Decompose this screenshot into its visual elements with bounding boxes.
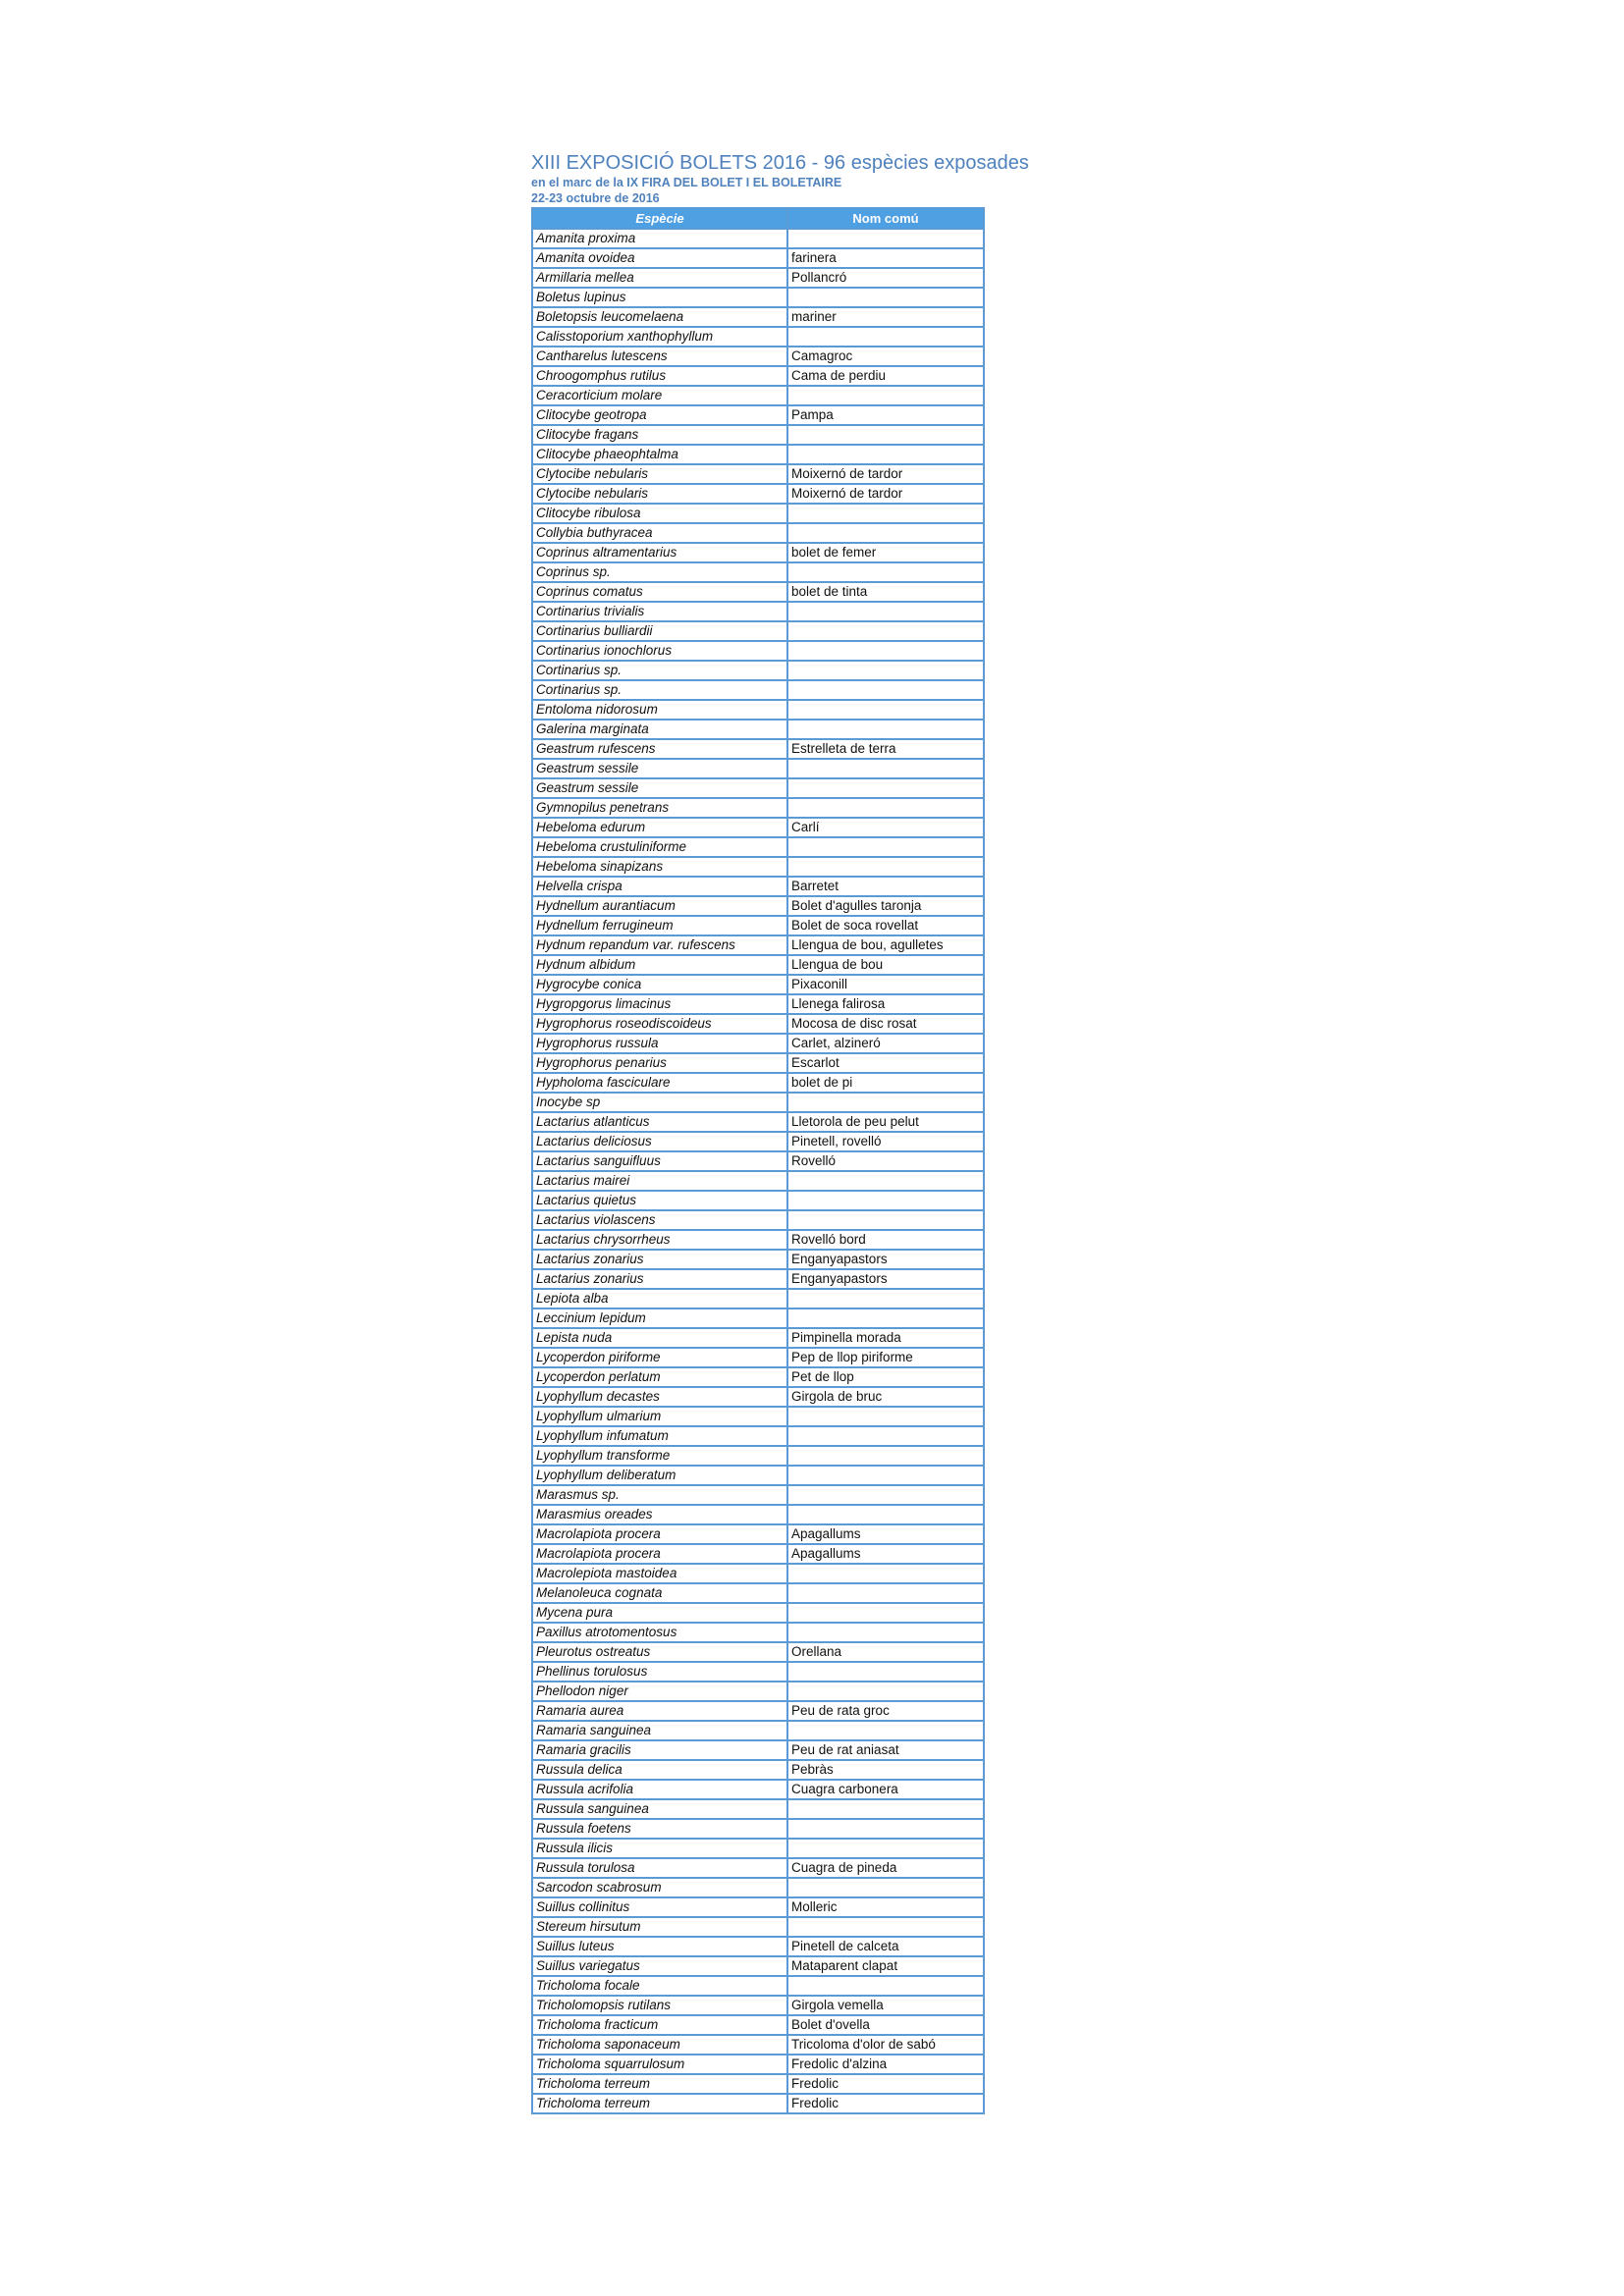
table-row xyxy=(532,818,984,837)
species-cell: Ramaria gracilis xyxy=(532,1740,787,1760)
species-cell: Cortinarius trivialis xyxy=(532,602,787,621)
common-name-cell: Cama de perdiu xyxy=(787,366,984,386)
common-name-cell: Pampa xyxy=(787,405,984,425)
common-name-cell: Apagallums xyxy=(787,1544,984,1564)
table-row xyxy=(532,1250,984,1269)
table-row xyxy=(532,1230,984,1250)
common-name-cell xyxy=(787,288,984,307)
table-row xyxy=(532,1446,984,1466)
species-cell: Lactarius atlanticus xyxy=(532,1112,787,1132)
table-row xyxy=(532,1721,984,1740)
common-name-cell: mariner xyxy=(787,307,984,327)
species-cell: Collybia buthyracea xyxy=(532,523,787,543)
species-cell: Clytocibe nebularis xyxy=(532,464,787,484)
species-cell: Marasmus sp. xyxy=(532,1485,787,1505)
species-cell: Macrolapiota procera xyxy=(532,1524,787,1544)
table-row xyxy=(532,1093,984,1112)
species-cell: Russula sanguinea xyxy=(532,1799,787,1819)
table-row xyxy=(532,1740,984,1760)
species-cell: Helvella crispa xyxy=(532,877,787,896)
common-name-cell: bolet de femer xyxy=(787,543,984,562)
species-cell: Lyophyllum deliberatum xyxy=(532,1466,787,1485)
table-row xyxy=(532,857,984,877)
table-row xyxy=(532,896,984,916)
common-name-cell xyxy=(787,1308,984,1328)
species-cell: Lycoperdon perlatum xyxy=(532,1367,787,1387)
species-cell: Geastrum rufescens xyxy=(532,739,787,759)
table-row xyxy=(532,1308,984,1328)
common-name-cell: Cuagra de pineda xyxy=(787,1858,984,1878)
common-name-cell: Pollancró xyxy=(787,268,984,288)
common-name-cell xyxy=(787,1623,984,1642)
table-row xyxy=(532,1269,984,1289)
common-name-cell: Orellana xyxy=(787,1642,984,1662)
species-cell: Lyophyllum transforme xyxy=(532,1446,787,1466)
common-name-cell: Lletorola de peu pelut xyxy=(787,1112,984,1132)
species-cell: Suillus luteus xyxy=(532,1937,787,1956)
common-name-cell xyxy=(787,1210,984,1230)
table-row xyxy=(532,759,984,778)
table-row xyxy=(532,955,984,975)
table-row xyxy=(532,405,984,425)
table-row xyxy=(532,602,984,621)
species-cell: Marasmius oreades xyxy=(532,1505,787,1524)
species-cell: Pleurotus ostreatus xyxy=(532,1642,787,1662)
table-row xyxy=(532,1956,984,1976)
table-row xyxy=(532,1171,984,1191)
table-row xyxy=(532,1348,984,1367)
document-title: XIII EXPOSICIÓ BOLETS 2016 - 96 espècies exposades xyxy=(531,152,1029,174)
common-name-cell xyxy=(787,523,984,543)
common-name-cell: Carlet, alzineró xyxy=(787,1034,984,1053)
column-header-common-name: Nom comú xyxy=(787,208,984,229)
species-cell: Geastrum sessile xyxy=(532,759,787,778)
table-row xyxy=(532,1132,984,1151)
species-cell: Hebeloma edurum xyxy=(532,818,787,837)
table-row xyxy=(532,994,984,1014)
table-row xyxy=(532,1839,984,1858)
common-name-cell: Llengua de bou, agulletes xyxy=(787,935,984,955)
common-name-cell xyxy=(787,1191,984,1210)
table-row xyxy=(532,1623,984,1642)
species-cell: Inocybe sp xyxy=(532,1093,787,1112)
table-row xyxy=(532,1466,984,1485)
species-cell: Clytocibe nebularis xyxy=(532,484,787,504)
common-name-cell xyxy=(787,1505,984,1524)
species-cell: Hydnum albidum xyxy=(532,955,787,975)
common-name-cell xyxy=(787,504,984,523)
common-name-cell xyxy=(787,602,984,621)
common-name-cell: Camagroc xyxy=(787,347,984,366)
table-row xyxy=(532,307,984,327)
species-cell: Phellinus torulosus xyxy=(532,1662,787,1682)
document xyxy=(531,151,1029,2114)
table-row xyxy=(532,778,984,798)
table-row xyxy=(532,798,984,818)
species-cell: Lyophyllum infumatum xyxy=(532,1426,787,1446)
table-row xyxy=(532,1485,984,1505)
column-header-species: Espècie xyxy=(532,208,787,229)
common-name-cell xyxy=(787,1819,984,1839)
common-name-cell xyxy=(787,641,984,661)
table-row xyxy=(532,700,984,720)
common-name-cell xyxy=(787,798,984,818)
table-row xyxy=(532,1682,984,1701)
species-cell: Geastrum sessile xyxy=(532,778,787,798)
species-cell: Calisstoporium xanthophyllum xyxy=(532,327,787,347)
species-cell: Tricholoma fracticum xyxy=(532,2015,787,2035)
species-cell: Lactarius zonarius xyxy=(532,1269,787,1289)
common-name-cell: Bolet de soca rovellat xyxy=(787,916,984,935)
common-name-cell: bolet de tinta xyxy=(787,582,984,602)
table-row xyxy=(532,1524,984,1544)
species-cell: Hygrophorus roseodiscoideus xyxy=(532,1014,787,1034)
table-row xyxy=(532,1662,984,1682)
common-name-cell: Mataparent clapat xyxy=(787,1956,984,1976)
species-cell: Chroogomphus rutilus xyxy=(532,366,787,386)
species-cell: Ramaria sanguinea xyxy=(532,1721,787,1740)
table-row xyxy=(532,1210,984,1230)
species-table xyxy=(531,207,985,2114)
species-cell: Hydnellum ferrugineum xyxy=(532,916,787,935)
species-cell: Clitocybe geotropa xyxy=(532,405,787,425)
species-cell: Mycena pura xyxy=(532,1603,787,1623)
species-cell: Armillaria mellea xyxy=(532,268,787,288)
table-row xyxy=(532,680,984,700)
common-name-cell: Peu de rat aniasat xyxy=(787,1740,984,1760)
common-name-cell: Pet de llop xyxy=(787,1367,984,1387)
common-name-cell xyxy=(787,229,984,248)
table-row xyxy=(532,1976,984,1996)
species-cell: Clitocybe phaeophtalma xyxy=(532,445,787,464)
table-row xyxy=(532,1799,984,1819)
table-row xyxy=(532,1897,984,1917)
species-cell: Lyophyllum decastes xyxy=(532,1387,787,1407)
common-name-cell: Llenega falirosa xyxy=(787,994,984,1014)
common-name-cell xyxy=(787,700,984,720)
table-row xyxy=(532,1367,984,1387)
species-cell: Clitocybe fragans xyxy=(532,425,787,445)
common-name-cell xyxy=(787,759,984,778)
species-cell: Hypholoma fasciculare xyxy=(532,1073,787,1093)
table-row xyxy=(532,935,984,955)
table-row xyxy=(532,621,984,641)
common-name-cell xyxy=(787,1426,984,1446)
species-cell: Hebeloma sinapizans xyxy=(532,857,787,877)
common-name-cell: Bolet d'ovella xyxy=(787,2015,984,2035)
common-name-cell xyxy=(787,1093,984,1112)
table-row xyxy=(532,1073,984,1093)
species-cell: Coprinus altramentarius xyxy=(532,543,787,562)
common-name-cell: Molleric xyxy=(787,1897,984,1917)
table-row xyxy=(532,1996,984,2015)
table-row xyxy=(532,504,984,523)
common-name-cell: Bolet d'agulles taronja xyxy=(787,896,984,916)
species-cell: Lactarius chrysorrheus xyxy=(532,1230,787,1250)
common-name-cell: Moixernó de tardor xyxy=(787,484,984,504)
common-name-cell: Girgola vemella xyxy=(787,1996,984,2015)
species-cell: Hydnellum aurantiacum xyxy=(532,896,787,916)
table-row xyxy=(532,1289,984,1308)
table-row xyxy=(532,1564,984,1583)
common-name-cell xyxy=(787,1917,984,1937)
species-cell: Entoloma nidorosum xyxy=(532,700,787,720)
table-row xyxy=(532,1407,984,1426)
species-cell: Lactarius violascens xyxy=(532,1210,787,1230)
table-row xyxy=(532,523,984,543)
species-cell: Boletopsis leucomelaena xyxy=(532,307,787,327)
table-row xyxy=(532,1112,984,1132)
table-row xyxy=(532,268,984,288)
species-cell: Ceracorticium molare xyxy=(532,386,787,405)
common-name-cell: Pixaconill xyxy=(787,975,984,994)
common-name-cell xyxy=(787,778,984,798)
species-cell: Hygropgorus limacinus xyxy=(532,994,787,1014)
table-row xyxy=(532,1858,984,1878)
table-row xyxy=(532,1034,984,1053)
table-row xyxy=(532,248,984,268)
species-cell: Suillus collinitus xyxy=(532,1897,787,1917)
common-name-cell: Rovelló bord xyxy=(787,1230,984,1250)
species-cell: Lactarius sanguifluus xyxy=(532,1151,787,1171)
table-row xyxy=(532,1387,984,1407)
common-name-cell: Fredolic d'alzina xyxy=(787,2055,984,2074)
species-cell: Cortinarius bulliardii xyxy=(532,621,787,641)
common-name-cell: Cuagra carbonera xyxy=(787,1780,984,1799)
species-cell: Lactarius mairei xyxy=(532,1171,787,1191)
table-row xyxy=(532,2015,984,2035)
species-cell: Hygrophorus russula xyxy=(532,1034,787,1053)
table-row xyxy=(532,327,984,347)
common-name-cell: Peu de rata groc xyxy=(787,1701,984,1721)
common-name-cell xyxy=(787,1878,984,1897)
table-row xyxy=(532,386,984,405)
common-name-cell: Pinetell, rovelló xyxy=(787,1132,984,1151)
species-cell: Russula torulosa xyxy=(532,1858,787,1878)
table-row xyxy=(532,1426,984,1446)
table-row xyxy=(532,1544,984,1564)
table-row xyxy=(532,1642,984,1662)
table-row xyxy=(532,582,984,602)
species-cell: Lyophyllum ulmarium xyxy=(532,1407,787,1426)
common-name-cell: Fredolic xyxy=(787,2094,984,2113)
species-cell: Tricholoma terreum xyxy=(532,2094,787,2113)
species-cell: Cortinarius sp. xyxy=(532,680,787,700)
table-row xyxy=(532,916,984,935)
common-name-cell xyxy=(787,327,984,347)
common-name-cell xyxy=(787,1564,984,1583)
species-cell: Clitocybe ribulosa xyxy=(532,504,787,523)
table-row xyxy=(532,2055,984,2074)
common-name-cell: Apagallums xyxy=(787,1524,984,1544)
common-name-cell xyxy=(787,425,984,445)
common-name-cell xyxy=(787,720,984,739)
document-date: 22-23 octubre de 2016 xyxy=(531,191,660,205)
species-cell: Hebeloma crustuliniforme xyxy=(532,837,787,857)
species-cell: Lactarius deliciosus xyxy=(532,1132,787,1151)
table-row xyxy=(532,837,984,857)
table-row xyxy=(532,739,984,759)
common-name-cell: Llengua de bou xyxy=(787,955,984,975)
table-row xyxy=(532,484,984,504)
table-row xyxy=(532,347,984,366)
common-name-cell xyxy=(787,1485,984,1505)
common-name-cell: Pebràs xyxy=(787,1760,984,1780)
common-name-cell: Rovelló xyxy=(787,1151,984,1171)
common-name-cell xyxy=(787,1446,984,1466)
common-name-cell xyxy=(787,1682,984,1701)
species-cell: Galerina marginata xyxy=(532,720,787,739)
table-row xyxy=(532,1053,984,1073)
species-cell: Lactarius quietus xyxy=(532,1191,787,1210)
table-row xyxy=(532,1328,984,1348)
species-cell: Tricholoma saponaceum xyxy=(532,2035,787,2055)
common-name-cell: Girgola de bruc xyxy=(787,1387,984,1407)
table-row xyxy=(532,641,984,661)
species-cell: Stereum hirsutum xyxy=(532,1917,787,1937)
species-cell: Boletus lupinus xyxy=(532,288,787,307)
common-name-cell xyxy=(787,1171,984,1191)
species-cell: Tricholoma focale xyxy=(532,1976,787,1996)
species-cell: Russula ilicis xyxy=(532,1839,787,1858)
common-name-cell: Fredolic xyxy=(787,2074,984,2094)
table-row xyxy=(532,562,984,582)
table-row xyxy=(532,464,984,484)
species-cell: Hydnum repandum var. rufescens xyxy=(532,935,787,955)
common-name-cell: Escarlot xyxy=(787,1053,984,1073)
table-row xyxy=(532,1583,984,1603)
common-name-cell xyxy=(787,621,984,641)
species-cell: Russula acrifolia xyxy=(532,1780,787,1799)
common-name-cell xyxy=(787,386,984,405)
common-name-cell: Pep de llop piriforme xyxy=(787,1348,984,1367)
species-cell: Macrolapiota procera xyxy=(532,1544,787,1564)
species-cell: Leccinium lepidum xyxy=(532,1308,787,1328)
table-row xyxy=(532,2035,984,2055)
species-cell: Macrolepiota mastoidea xyxy=(532,1564,787,1583)
species-cell: Russula delica xyxy=(532,1760,787,1780)
common-name-cell xyxy=(787,1662,984,1682)
common-name-cell xyxy=(787,445,984,464)
table-row xyxy=(532,229,984,248)
table-row xyxy=(532,288,984,307)
table-row xyxy=(532,975,984,994)
common-name-cell xyxy=(787,1289,984,1308)
table-body xyxy=(532,229,984,2113)
species-cell: Tricholomopsis rutilans xyxy=(532,1996,787,2015)
species-cell: Melanoleuca cognata xyxy=(532,1583,787,1603)
table-row xyxy=(532,1937,984,1956)
species-cell: Sarcodon scabrosum xyxy=(532,1878,787,1897)
table-row xyxy=(532,1603,984,1623)
common-name-cell xyxy=(787,562,984,582)
species-cell: Cortinarius ionochlorus xyxy=(532,641,787,661)
common-name-cell xyxy=(787,1839,984,1858)
table-row xyxy=(532,1878,984,1897)
table-row xyxy=(532,425,984,445)
species-cell: Lactarius zonarius xyxy=(532,1250,787,1269)
species-cell: Tricholoma squarrulosum xyxy=(532,2055,787,2074)
species-cell: Russula foetens xyxy=(532,1819,787,1839)
species-cell: Ramaria aurea xyxy=(532,1701,787,1721)
table-row xyxy=(532,1819,984,1839)
common-name-cell: bolet de pi xyxy=(787,1073,984,1093)
table-row xyxy=(532,2074,984,2094)
common-name-cell xyxy=(787,1976,984,1996)
table-row xyxy=(532,543,984,562)
common-name-cell: Estrelleta de terra xyxy=(787,739,984,759)
species-cell: Amanita proxima xyxy=(532,229,787,248)
table-row xyxy=(532,1780,984,1799)
document-subtitle: en el marc de la IX FIRA DEL BOLET I EL BOLETAIRE xyxy=(531,176,842,189)
species-cell: Suillus variegatus xyxy=(532,1956,787,1976)
species-cell: Cortinarius sp. xyxy=(532,661,787,680)
common-name-cell xyxy=(787,1466,984,1485)
common-name-cell: farinera xyxy=(787,248,984,268)
table-row xyxy=(532,1014,984,1034)
table-header-row xyxy=(532,208,984,229)
table-row xyxy=(532,2094,984,2113)
species-cell: Coprinus sp. xyxy=(532,562,787,582)
common-name-cell xyxy=(787,1721,984,1740)
table-row xyxy=(532,720,984,739)
table-row xyxy=(532,1760,984,1780)
common-name-cell: Carlí xyxy=(787,818,984,837)
species-cell: Lycoperdon piriforme xyxy=(532,1348,787,1367)
species-cell: Cantharelus lutescens xyxy=(532,347,787,366)
common-name-cell: Barretet xyxy=(787,877,984,896)
table-row xyxy=(532,1917,984,1937)
common-name-cell: Enganyapastors xyxy=(787,1250,984,1269)
species-cell: Tricholoma terreum xyxy=(532,2074,787,2094)
table-row xyxy=(532,366,984,386)
table-row xyxy=(532,1191,984,1210)
common-name-cell xyxy=(787,680,984,700)
species-cell: Lepista nuda xyxy=(532,1328,787,1348)
species-cell: Hygrocybe conica xyxy=(532,975,787,994)
table-row xyxy=(532,877,984,896)
table-row xyxy=(532,1701,984,1721)
species-cell: Phellodon niger xyxy=(532,1682,787,1701)
species-cell: Gymnopilus penetrans xyxy=(532,798,787,818)
table-row xyxy=(532,1505,984,1524)
common-name-cell: Pinetell de calceta xyxy=(787,1937,984,1956)
common-name-cell xyxy=(787,1583,984,1603)
table-row xyxy=(532,661,984,680)
common-name-cell: Moixernó de tardor xyxy=(787,464,984,484)
species-cell: Paxillus atrotomentosus xyxy=(532,1623,787,1642)
common-name-cell: Tricoloma d'olor de sabó xyxy=(787,2035,984,2055)
table-row xyxy=(532,445,984,464)
common-name-cell xyxy=(787,857,984,877)
common-name-cell xyxy=(787,837,984,857)
common-name-cell xyxy=(787,1407,984,1426)
species-cell: Lepiota alba xyxy=(532,1289,787,1308)
table-row xyxy=(532,1151,984,1171)
common-name-cell xyxy=(787,661,984,680)
common-name-cell xyxy=(787,1603,984,1623)
common-name-cell: Mocosa de disc rosat xyxy=(787,1014,984,1034)
common-name-cell: Enganyapastors xyxy=(787,1269,984,1289)
common-name-cell xyxy=(787,1799,984,1819)
common-name-cell: Pimpinella morada xyxy=(787,1328,984,1348)
species-cell: Amanita ovoidea xyxy=(532,248,787,268)
species-cell: Coprinus comatus xyxy=(532,582,787,602)
species-cell: Hygrophorus penarius xyxy=(532,1053,787,1073)
